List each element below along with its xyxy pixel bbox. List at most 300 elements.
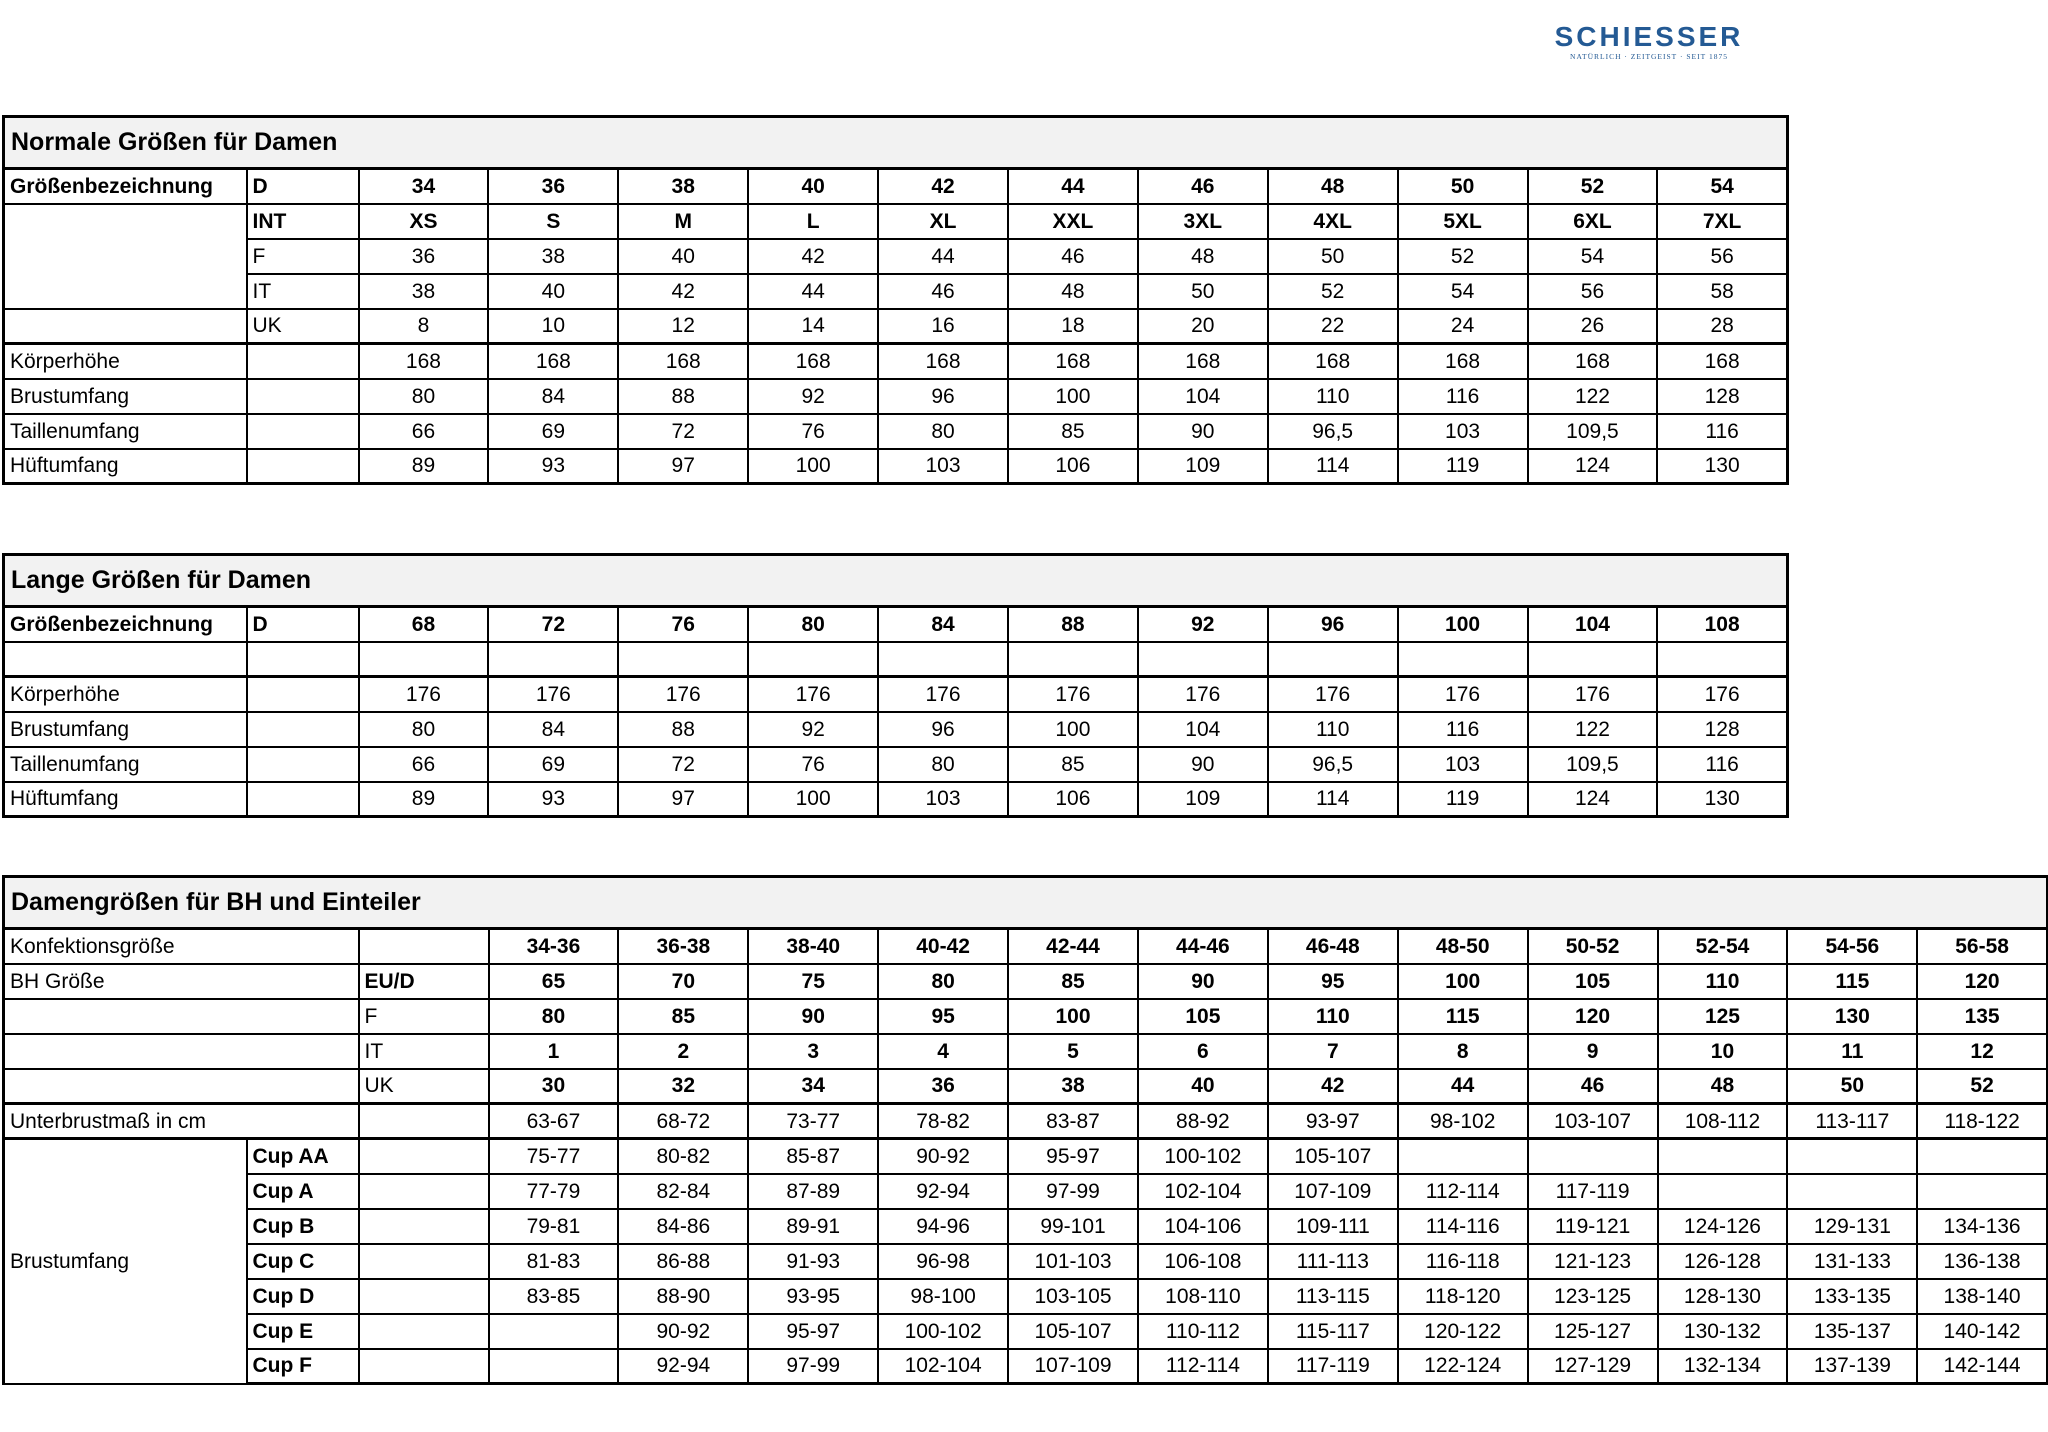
measure-value: 84 — [488, 712, 618, 747]
bh-size-value: 100 — [1398, 964, 1528, 999]
bh-size-value: 135 — [1917, 999, 2047, 1034]
konfektion-value: 44-46 — [1138, 929, 1268, 964]
measure-label: Taillenumfang — [4, 747, 247, 782]
measure-value: 66 — [359, 747, 489, 782]
bh-size-value: 40 — [1138, 1069, 1268, 1104]
underbust-value: 88-92 — [1138, 1104, 1268, 1139]
bust-range-value: 87-89 — [748, 1174, 878, 1209]
bust-range-value: 132-134 — [1658, 1349, 1788, 1384]
measure-value: 80 — [878, 747, 1008, 782]
cup-label: Cup D — [247, 1279, 359, 1314]
bh-size-value: 7 — [1268, 1034, 1398, 1069]
table-row — [4, 607, 1788, 642]
size-value: 100 — [1398, 607, 1528, 642]
bust-range-value: 122-124 — [1398, 1349, 1528, 1384]
size-value: 10 — [488, 309, 618, 344]
empty-cell — [1008, 642, 1138, 677]
empty-cell — [748, 642, 878, 677]
bust-range-value: 108-110 — [1138, 1279, 1268, 1314]
bust-range-value: 98-100 — [878, 1279, 1008, 1314]
measure-value: 168 — [488, 344, 618, 379]
bust-range-value: 102-104 — [1138, 1174, 1268, 1209]
bh-size-value: 1 — [489, 1034, 619, 1069]
table-row — [4, 1209, 2048, 1244]
bust-range-value: 88-90 — [618, 1279, 748, 1314]
measure-value: 168 — [1398, 344, 1528, 379]
measure-value: 122 — [1528, 379, 1658, 414]
size-value: 48 — [1138, 239, 1268, 274]
size-system-code: UK — [359, 1069, 489, 1104]
row-label: Größenbezeichnung — [4, 169, 247, 204]
measure-label: Brustumfang — [4, 379, 247, 414]
bust-range-value: 124-126 — [1658, 1209, 1788, 1244]
size-value: 26 — [1528, 309, 1658, 344]
measure-value: 69 — [488, 414, 618, 449]
size-system-code: INT — [247, 204, 359, 239]
measure-label: Körperhöhe — [4, 344, 247, 379]
table-row — [4, 677, 1788, 712]
table-title: Damengrößen für BH und Einteiler — [4, 877, 2048, 929]
bust-range-value: 103-105 — [1008, 1279, 1138, 1314]
bust-range-value — [489, 1314, 619, 1349]
bust-range-value: 121-123 — [1528, 1244, 1658, 1279]
bust-range-value: 111-113 — [1268, 1244, 1398, 1279]
size-value: 6XL — [1528, 204, 1658, 239]
row-label-empty — [4, 309, 247, 344]
table-row — [4, 414, 1788, 449]
bust-range-value — [1917, 1139, 2047, 1174]
bh-size-value: 110 — [1268, 999, 1398, 1034]
bh-size-value: 46 — [1528, 1069, 1658, 1104]
table-row — [4, 999, 2048, 1034]
empty-cell — [878, 642, 1008, 677]
bust-range-value: 126-128 — [1658, 1244, 1788, 1279]
size-system-code: EU/D — [359, 964, 489, 999]
size-value: 56 — [1528, 274, 1658, 309]
measure-value: 104 — [1138, 379, 1268, 414]
table-row — [4, 117, 1788, 169]
row-label-empty — [4, 1034, 359, 1069]
bust-range-value: 90-92 — [618, 1314, 748, 1349]
bust-range-value: 112-114 — [1398, 1174, 1528, 1209]
measure-value: 176 — [1528, 677, 1658, 712]
table-row — [4, 204, 1788, 239]
bh-size-value: 30 — [489, 1069, 619, 1104]
table-row — [4, 344, 1788, 379]
measure-value: 80 — [359, 712, 489, 747]
bh-size-value: 80 — [489, 999, 619, 1034]
row-label: BH Größe — [4, 964, 359, 999]
bust-range-value — [1658, 1139, 1788, 1174]
empty-cell — [359, 642, 489, 677]
size-value: 42 — [618, 274, 748, 309]
empty-cell — [247, 677, 359, 712]
measure-value: 97 — [618, 449, 748, 484]
measure-value: 89 — [359, 449, 489, 484]
konfektion-value: 52-54 — [1658, 929, 1788, 964]
measure-value: 176 — [1398, 677, 1528, 712]
konfektion-value: 42-44 — [1008, 929, 1138, 964]
measure-value: 93 — [488, 449, 618, 484]
bust-range-value: 80-82 — [618, 1139, 748, 1174]
bust-range-value: 116-118 — [1398, 1244, 1528, 1279]
bh-size-value: 75 — [748, 964, 878, 999]
size-value: 28 — [1657, 309, 1787, 344]
empty-cell — [247, 782, 359, 817]
size-value: 54 — [1657, 169, 1787, 204]
measure-value: 84 — [488, 379, 618, 414]
bust-range-value: 131-133 — [1787, 1244, 1917, 1279]
bust-range-value: 95-97 — [748, 1314, 878, 1349]
measure-label: Brustumfang — [4, 712, 247, 747]
size-value: 38 — [618, 169, 748, 204]
empty-cell — [1138, 642, 1268, 677]
bust-range-value: 104-106 — [1138, 1209, 1268, 1244]
size-value: 76 — [618, 607, 748, 642]
bh-size-value: 85 — [618, 999, 748, 1034]
konfektion-value: 54-56 — [1787, 929, 1917, 964]
size-value: 12 — [618, 309, 748, 344]
table-normal-sizes — [2, 115, 1789, 485]
underbust-value: 108-112 — [1658, 1104, 1788, 1139]
table-row — [4, 555, 1788, 607]
size-value: 52 — [1268, 274, 1398, 309]
size-value: 36 — [488, 169, 618, 204]
measure-value: 96 — [878, 379, 1008, 414]
bh-size-value: 52 — [1917, 1069, 2047, 1104]
size-value: 58 — [1657, 274, 1787, 309]
measure-value: 97 — [618, 782, 748, 817]
bust-range-value: 97-99 — [748, 1349, 878, 1384]
measure-value: 88 — [618, 712, 748, 747]
empty-cell — [359, 1104, 489, 1139]
bust-range-value: 81-83 — [489, 1244, 619, 1279]
size-value: 50 — [1138, 274, 1268, 309]
measure-value: 100 — [1008, 379, 1138, 414]
measure-value: 92 — [748, 379, 878, 414]
measure-value: 104 — [1138, 712, 1268, 747]
measure-value: 119 — [1398, 782, 1528, 817]
measure-value: 168 — [878, 344, 1008, 379]
bust-range-value: 94-96 — [878, 1209, 1008, 1244]
measure-value: 124 — [1528, 449, 1658, 484]
measure-value: 109 — [1138, 449, 1268, 484]
empty-cell — [1268, 642, 1398, 677]
size-value: 88 — [1008, 607, 1138, 642]
bh-size-value: 6 — [1138, 1034, 1268, 1069]
measure-value: 93 — [488, 782, 618, 817]
empty-cell — [247, 344, 359, 379]
bust-range-value: 75-77 — [489, 1139, 619, 1174]
measure-value: 96,5 — [1268, 414, 1398, 449]
size-value: 108 — [1657, 607, 1787, 642]
table-row — [4, 1174, 2048, 1209]
table-row — [4, 1279, 2048, 1314]
konfektion-value: 40-42 — [878, 929, 1008, 964]
bust-range-value: 138-140 — [1917, 1279, 2047, 1314]
table-title: Normale Größen für Damen — [4, 117, 1788, 169]
empty-cell — [618, 642, 748, 677]
size-system-code: UK — [247, 309, 359, 344]
size-value: 20 — [1138, 309, 1268, 344]
measure-value: 130 — [1657, 449, 1787, 484]
logo-name: SCHIESSER — [1554, 21, 1744, 52]
measure-value: 130 — [1657, 782, 1787, 817]
bust-range-value: 119-121 — [1528, 1209, 1658, 1244]
measure-value: 103 — [1398, 414, 1528, 449]
bust-range-value: 134-136 — [1917, 1209, 2047, 1244]
measure-label: Körperhöhe — [4, 677, 247, 712]
bh-size-value: 120 — [1917, 964, 2047, 999]
table-row — [4, 747, 1788, 782]
bust-range-value: 117-119 — [1528, 1174, 1658, 1209]
cup-label: Cup AA — [247, 1139, 359, 1174]
bh-size-value: 8 — [1398, 1034, 1528, 1069]
size-value: 46 — [1008, 239, 1138, 274]
bust-range-value — [1528, 1139, 1658, 1174]
underbust-value: 68-72 — [618, 1104, 748, 1139]
bh-size-value: 115 — [1787, 964, 1917, 999]
measure-value: 109,5 — [1528, 414, 1658, 449]
bust-range-value: 125-127 — [1528, 1314, 1658, 1349]
measure-value: 106 — [1008, 449, 1138, 484]
bust-range-value: 92-94 — [618, 1349, 748, 1384]
measure-value: 103 — [878, 449, 1008, 484]
bh-size-value: 105 — [1138, 999, 1268, 1034]
empty-cell — [359, 1174, 489, 1209]
table-row — [4, 309, 1788, 344]
size-value: 18 — [1008, 309, 1138, 344]
table-row — [4, 169, 1788, 204]
bh-size-value: 38 — [1008, 1069, 1138, 1104]
measure-value: 176 — [1268, 677, 1398, 712]
size-system-code: IT — [247, 274, 359, 309]
measure-value: 168 — [748, 344, 878, 379]
bust-range-value: 83-85 — [489, 1279, 619, 1314]
size-value: 40 — [488, 274, 618, 309]
table-row — [4, 1104, 2048, 1139]
empty-cell — [359, 929, 489, 964]
bust-range-value: 115-117 — [1268, 1314, 1398, 1349]
measure-value: 176 — [1657, 677, 1787, 712]
empty-cell — [247, 642, 359, 677]
bust-range-value: 136-138 — [1917, 1244, 2047, 1279]
size-value: 38 — [488, 239, 618, 274]
measure-value: 168 — [359, 344, 489, 379]
konfektion-value: 34-36 — [489, 929, 619, 964]
measure-value: 168 — [1268, 344, 1398, 379]
row-label: Brustumfang — [4, 1139, 247, 1384]
table-row — [4, 274, 1788, 309]
measure-value: 72 — [618, 414, 748, 449]
bh-size-value: 42 — [1268, 1069, 1398, 1104]
size-value: 16 — [878, 309, 1008, 344]
bust-range-value: 107-109 — [1008, 1349, 1138, 1384]
size-value: 68 — [359, 607, 489, 642]
empty-cell — [247, 712, 359, 747]
measure-value: 124 — [1528, 782, 1658, 817]
table-title: Lange Größen für Damen — [4, 555, 1788, 607]
size-value: 44 — [748, 274, 878, 309]
size-value: M — [618, 204, 748, 239]
bust-range-value — [489, 1349, 619, 1384]
empty-cell — [247, 747, 359, 782]
underbust-value: 98-102 — [1398, 1104, 1528, 1139]
bh-size-value: 32 — [618, 1069, 748, 1104]
measure-value: 122 — [1528, 712, 1658, 747]
size-value: 48 — [1268, 169, 1398, 204]
underbust-value: 63-67 — [489, 1104, 619, 1139]
bust-range-value: 120-122 — [1398, 1314, 1528, 1349]
bust-range-value: 82-84 — [618, 1174, 748, 1209]
underbust-value: 113-117 — [1787, 1104, 1917, 1139]
bust-range-value: 137-139 — [1787, 1349, 1917, 1384]
size-value: 14 — [748, 309, 878, 344]
measure-value: 109,5 — [1528, 747, 1658, 782]
measure-value: 76 — [748, 747, 878, 782]
measure-value: 96,5 — [1268, 747, 1398, 782]
bust-range-value: 86-88 — [618, 1244, 748, 1279]
measure-value: 92 — [748, 712, 878, 747]
bust-range-value: 101-103 — [1008, 1244, 1138, 1279]
table-row — [4, 1034, 2048, 1069]
size-system-code: F — [359, 999, 489, 1034]
measure-value: 100 — [748, 782, 878, 817]
size-value: XL — [878, 204, 1008, 239]
bust-range-value: 105-107 — [1008, 1314, 1138, 1349]
measure-value: 66 — [359, 414, 489, 449]
bh-size-value: 65 — [489, 964, 619, 999]
row-label-empty — [4, 204, 247, 309]
measure-value: 114 — [1268, 449, 1398, 484]
measure-value: 168 — [1657, 344, 1787, 379]
size-value: S — [488, 204, 618, 239]
empty-cell — [247, 414, 359, 449]
konfektion-value: 46-48 — [1268, 929, 1398, 964]
bust-range-value: 84-86 — [618, 1209, 748, 1244]
measure-value: 88 — [618, 379, 748, 414]
cup-label: Cup F — [247, 1349, 359, 1384]
measure-value: 80 — [878, 414, 1008, 449]
table-row — [4, 239, 1788, 274]
table-row — [4, 642, 1788, 677]
measure-value: 119 — [1398, 449, 1528, 484]
measure-value: 168 — [1008, 344, 1138, 379]
table-long-sizes — [2, 553, 1789, 818]
bh-size-value: 90 — [748, 999, 878, 1034]
size-value: 84 — [878, 607, 1008, 642]
underbust-value: 118-122 — [1917, 1104, 2047, 1139]
bh-size-value: 12 — [1917, 1034, 2047, 1069]
empty-cell — [247, 379, 359, 414]
bh-size-value: 9 — [1528, 1034, 1658, 1069]
size-value: 48 — [1008, 274, 1138, 309]
measure-value: 72 — [618, 747, 748, 782]
measure-value: 176 — [878, 677, 1008, 712]
measure-value: 116 — [1398, 712, 1528, 747]
konfektion-value: 38-40 — [748, 929, 878, 964]
measure-value: 176 — [1008, 677, 1138, 712]
underbust-value: 83-87 — [1008, 1104, 1138, 1139]
size-value: 22 — [1268, 309, 1398, 344]
size-value: 96 — [1268, 607, 1398, 642]
table-bra-sizes — [2, 875, 2048, 1385]
table-row — [4, 964, 2048, 999]
bust-range-value: 97-99 — [1008, 1174, 1138, 1209]
measure-value: 103 — [1398, 747, 1528, 782]
measure-value: 76 — [748, 414, 878, 449]
measure-value: 90 — [1138, 414, 1268, 449]
bust-range-value — [1787, 1174, 1917, 1209]
measure-value: 116 — [1657, 414, 1787, 449]
size-value: 7XL — [1657, 204, 1787, 239]
bh-size-value: 70 — [618, 964, 748, 999]
measure-value: 80 — [359, 379, 489, 414]
size-value: 52 — [1528, 169, 1658, 204]
measure-value: 110 — [1268, 712, 1398, 747]
size-value: 80 — [748, 607, 878, 642]
bust-range-value — [1398, 1139, 1528, 1174]
konfektion-value: 36-38 — [618, 929, 748, 964]
measure-value: 114 — [1268, 782, 1398, 817]
empty-cell — [247, 449, 359, 484]
bust-range-value: 77-79 — [489, 1174, 619, 1209]
row-label: Unterbrustmaß in cm — [4, 1104, 359, 1139]
bust-range-value: 93-95 — [748, 1279, 878, 1314]
underbust-value: 78-82 — [878, 1104, 1008, 1139]
size-value: 56 — [1657, 239, 1787, 274]
bust-range-value: 92-94 — [878, 1174, 1008, 1209]
bust-range-value: 112-114 — [1138, 1349, 1268, 1384]
size-system-code: D — [247, 607, 359, 642]
measure-value: 100 — [1008, 712, 1138, 747]
size-value: 72 — [488, 607, 618, 642]
bust-range-value: 85-87 — [748, 1139, 878, 1174]
empty-cell — [359, 1139, 489, 1174]
empty-cell — [359, 1349, 489, 1384]
size-value: 3XL — [1138, 204, 1268, 239]
size-value: 44 — [1008, 169, 1138, 204]
bh-size-value: 36 — [878, 1069, 1008, 1104]
size-value: 8 — [359, 309, 489, 344]
measure-value: 85 — [1008, 747, 1138, 782]
measure-value: 176 — [359, 677, 489, 712]
bust-range-value: 135-137 — [1787, 1314, 1917, 1349]
measure-value: 106 — [1008, 782, 1138, 817]
bust-range-value: 96-98 — [878, 1244, 1008, 1279]
bust-range-value: 114-116 — [1398, 1209, 1528, 1244]
table-row — [4, 449, 1788, 484]
bh-size-value: 100 — [1008, 999, 1138, 1034]
bust-range-value: 100-102 — [1138, 1139, 1268, 1174]
measure-value: 89 — [359, 782, 489, 817]
size-value: 24 — [1398, 309, 1528, 344]
bust-range-value: 130-132 — [1658, 1314, 1788, 1349]
measure-label: Hüftumfang — [4, 782, 247, 817]
size-value: 52 — [1398, 239, 1528, 274]
bust-range-value: 110-112 — [1138, 1314, 1268, 1349]
empty-cell — [359, 1244, 489, 1279]
bust-range-value: 89-91 — [748, 1209, 878, 1244]
bust-range-value: 118-120 — [1398, 1279, 1528, 1314]
bh-size-value: 50 — [1787, 1069, 1917, 1104]
bust-range-value: 129-131 — [1787, 1209, 1917, 1244]
bh-size-value: 48 — [1658, 1069, 1788, 1104]
size-value: 5XL — [1398, 204, 1528, 239]
bust-range-value: 107-109 — [1268, 1174, 1398, 1209]
bust-range-value: 95-97 — [1008, 1139, 1138, 1174]
measure-value: 69 — [488, 747, 618, 782]
